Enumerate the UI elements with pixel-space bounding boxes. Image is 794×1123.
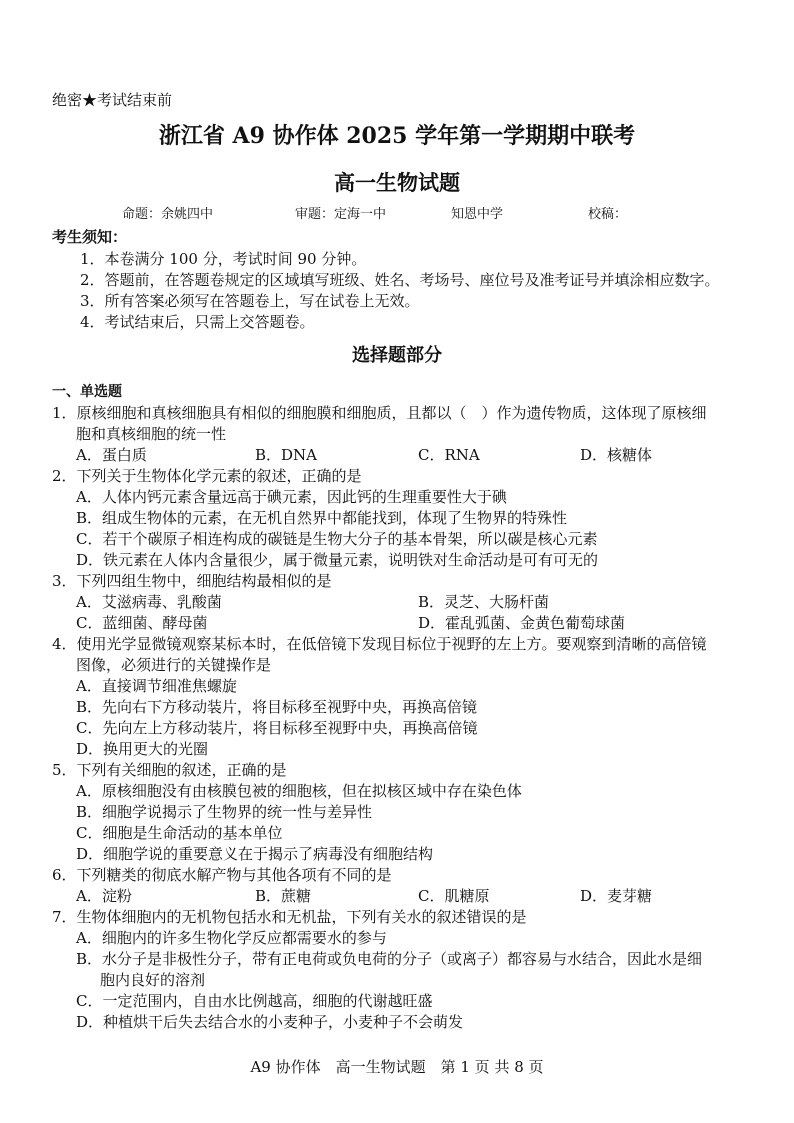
confidential-label: 绝密★考试结束前 xyxy=(52,91,173,109)
question-4-stem: 4．使用光学显微镜观察某标本时，在低倍镜下发现目标位于视野的左上方。要观察到清晰的高倍镜 xyxy=(52,635,707,653)
question-2-option-c: C．若干个碳原子相连构成的碳链是生物大分子的基本骨架，所以碳是核心元素 xyxy=(76,530,598,548)
question-3-option-a: A．艾滋病毒、乳酸菌 xyxy=(76,593,222,611)
meta-proof: 校稿： xyxy=(588,207,628,222)
section-subtitle: 一、单选题 xyxy=(52,384,122,400)
question-4-option-d: D．换用更大的光圈 xyxy=(76,740,209,758)
question-6-option-c: C．肌糖原 xyxy=(418,887,490,905)
question-1-option-a: A．蛋白质 xyxy=(76,446,147,464)
question-3-option-b: B．灵芝、大肠杆菌 xyxy=(418,593,550,611)
question-5-stem: 5．下列有关细胞的叙述，正确的是 xyxy=(52,761,287,779)
question-2-stem: 2．下列关于生物体化学元素的叙述，正确的是 xyxy=(52,467,362,485)
meta-school: 知恩中学 xyxy=(451,207,504,222)
question-5-option-a: A．原核细胞没有由核膜包被的细胞核，但在拟核区域中存在染色体 xyxy=(76,782,522,800)
question-1-stem: 胞和真核细胞的统一性 xyxy=(76,425,227,443)
question-6-option-d: D．麦芽糖 xyxy=(580,887,653,905)
question-5-option-c: C．细胞是生命活动的基本单位 xyxy=(76,824,283,842)
question-5-option-d: D．细胞学说的重要意义在于揭示了病毒没有细胞结构 xyxy=(76,845,434,863)
question-4-option-b: B．先向右下方移动装片，将目标移至视野中央，再换高倍镜 xyxy=(76,698,478,716)
question-6-stem: 6．下列糖类的彻底水解产物与其他各项有不同的是 xyxy=(52,866,392,884)
notice-item: 1．本卷满分 100 分，考试时间 90 分钟。 xyxy=(80,250,367,268)
question-1-option-b: B．DNA xyxy=(255,446,318,464)
question-3-option-c: C．蓝细菌、酵母菌 xyxy=(76,614,208,632)
question-3-option-d: D．霍乱弧菌、金黄色葡萄球菌 xyxy=(418,614,626,632)
question-2-option-b: B．组成生物体的元素，在无机自然界中都能找到，体现了生物界的特殊性 xyxy=(76,509,568,527)
question-7-option-c: C．一定范围内，自由水比例越高，细胞的代谢越旺盛 xyxy=(76,992,433,1010)
meta-reviewer: 审题：定海一中 xyxy=(295,207,387,222)
notice-item: 3．所有答案必须写在答题卷上，写在试卷上无效。 xyxy=(80,292,420,310)
question-3-stem: 3．下列四组生物中，细胞结构最相似的是 xyxy=(52,572,332,590)
notice-item: 2．答题前，在答题卷规定的区域填写班级、姓名、考场号、座位号及准考证号并填涂相应数字。 xyxy=(80,271,720,289)
question-7-option-b: B．水分子是非极性分子，带有正电荷或负电荷的分子（或离子）都容易与水结合，因此水是细 xyxy=(76,950,703,968)
question-6-option-a: A．淀粉 xyxy=(76,887,132,905)
question-7-option-b-cont: 胞内良好的溶剂 xyxy=(100,971,206,989)
notice-title: 考生须知： xyxy=(52,228,128,246)
question-6-option-b: B．蔗糖 xyxy=(255,887,312,905)
section-title: 选择题部分 xyxy=(352,345,442,366)
question-1-stem: 1．原核细胞和真核细胞具有相似的细胞膜和细胞质，且都以（ ）作为遗传物质，这体现了原核细 xyxy=(52,404,707,422)
question-7-option-a: A．细胞内的许多生物化学反应都需要水的参与 xyxy=(76,929,387,947)
question-2-option-d: D．铁元素在人体内含量很少，属于微量元素，说明铁对生命活动是可有可无的 xyxy=(76,551,599,569)
question-2-option-a: A．人体内钙元素含量远高于碘元素，因此钙的生理重要性大于碘 xyxy=(76,488,507,506)
question-1-option-c: C．RNA xyxy=(418,446,480,464)
page-footer: A9 协作体 高一生物试题 第 1 页 共 8 页 xyxy=(250,1058,544,1076)
exam-title: 浙江省 A9 协作体 2025 学年第一学期期中联考 xyxy=(158,123,636,149)
notice-item: 4．考试结束后，只需上交答题卷。 xyxy=(80,313,315,331)
question-4-option-c: C．先向左上方移动装片，将目标移至视野中央，再换高倍镜 xyxy=(76,719,478,737)
question-4-option-a: A．直接调节细准焦螺旋 xyxy=(76,677,237,695)
question-7-stem: 7．生物体细胞内的无机物包括水和无机盐，下列有关水的叙述错误的是 xyxy=(52,908,527,926)
question-7-option-d: D．种植烘干后失去结合水的小麦种子，小麦种子不会萌发 xyxy=(76,1013,464,1031)
question-4-stem: 图像，必须进行的关键操作是 xyxy=(76,656,272,674)
question-1-option-d: D．核糖体 xyxy=(580,446,653,464)
question-5-option-b: B．细胞学说揭示了生物界的统一性与差异性 xyxy=(76,803,373,821)
subject-title: 高一生物试题 xyxy=(334,170,460,195)
meta-author: 命题：余姚四中 xyxy=(122,207,214,222)
